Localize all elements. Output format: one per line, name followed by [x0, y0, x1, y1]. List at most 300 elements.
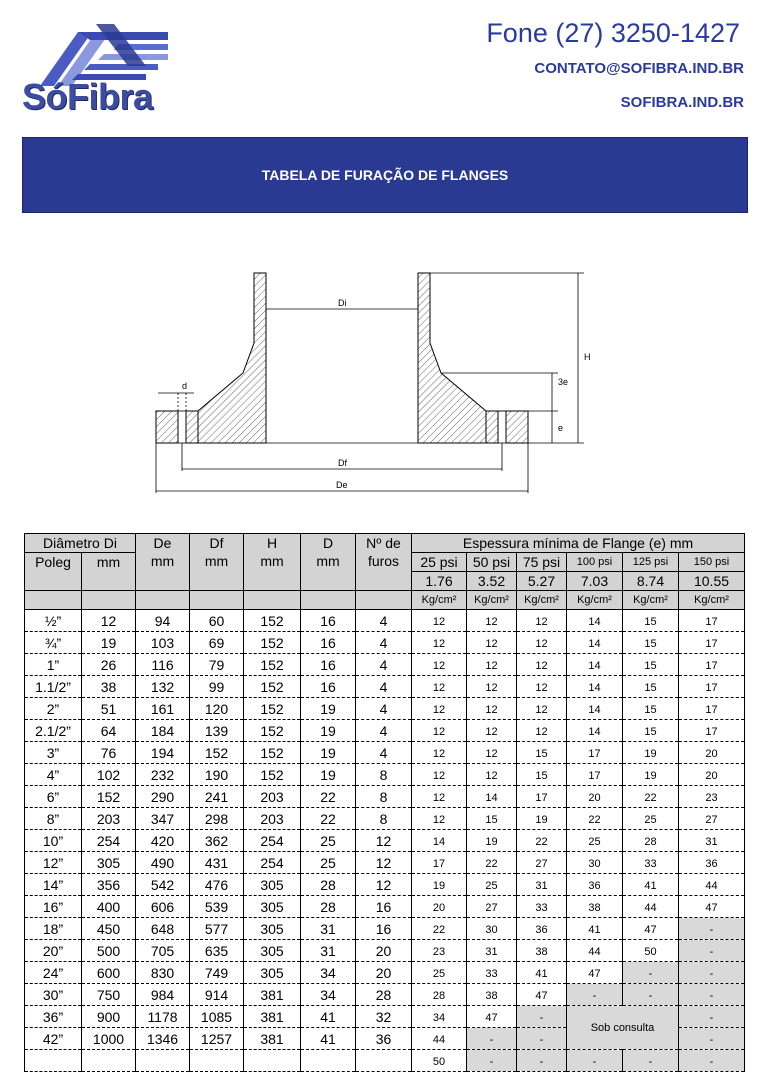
cell-de: 232: [136, 764, 190, 786]
cell-thickness: 17: [567, 742, 623, 764]
cell-thickness: -: [679, 1050, 745, 1072]
cell-thickness: 14: [567, 676, 623, 698]
cell-thickness: -: [517, 1006, 567, 1028]
cell-di: 305: [82, 852, 136, 874]
header-poleg: Poleg: [25, 553, 82, 591]
cell-f: 4: [356, 698, 412, 720]
header-kgf: 3.52: [467, 572, 517, 591]
header-blank: [356, 591, 412, 610]
cell-f: 8: [356, 786, 412, 808]
cell-di: 38: [82, 676, 136, 698]
cell-thickness: 15: [467, 808, 517, 830]
table-row: [25, 896, 745, 918]
cell-de: 1178: [136, 1006, 190, 1028]
table-body: [25, 610, 745, 1072]
header-unit: Kg/cm²: [623, 591, 679, 610]
header-kgf: 1.76: [412, 572, 467, 591]
cell-de: 194: [136, 742, 190, 764]
brand-name: SóFibra: [22, 76, 153, 117]
cell-d: 25: [301, 852, 356, 874]
cell-h: 152: [244, 698, 301, 720]
header-kgf: 10.55: [679, 572, 745, 591]
cell-df: 79: [190, 654, 244, 676]
cell-thickness: -: [679, 1006, 745, 1028]
cell-h: 305: [244, 940, 301, 962]
cell-di: 750: [82, 984, 136, 1006]
cell-thickness: 25: [412, 962, 467, 984]
cell-sob-consulta: Sob consulta: [567, 1006, 679, 1050]
cell-f: 4: [356, 610, 412, 632]
table-row: [25, 610, 745, 632]
cell-thickness: 14: [567, 654, 623, 676]
cell-thickness: 12: [412, 764, 467, 786]
cell-f: [356, 1050, 412, 1072]
cell-df: 99: [190, 676, 244, 698]
cell-f: 4: [356, 632, 412, 654]
cell-thickness: 33: [467, 962, 517, 984]
cell-df: 69: [190, 632, 244, 654]
cell-thickness: 20: [679, 742, 745, 764]
cell-d: 34: [301, 962, 356, 984]
cell-di: 400: [82, 896, 136, 918]
cell-df: 298: [190, 808, 244, 830]
header-unit: Kg/cm²: [517, 591, 567, 610]
contact-email[interactable]: CONTATO@SOFIBRA.IND.BR: [534, 60, 744, 77]
cell-di: 76: [82, 742, 136, 764]
header-unit: Kg/cm²: [467, 591, 517, 610]
cell-thickness: 14: [567, 632, 623, 654]
cell-d: 28: [301, 896, 356, 918]
table-row: [25, 918, 745, 940]
cell-pol: ¾”: [25, 632, 82, 654]
cell-thickness: 17: [679, 720, 745, 742]
cell-h: [244, 1050, 301, 1072]
cell-thickness: 19: [467, 830, 517, 852]
cell-pol: 20”: [25, 940, 82, 962]
table-row: [25, 1050, 745, 1072]
cell-di: 500: [82, 940, 136, 962]
cell-thickness: 28: [412, 984, 467, 1006]
table-row: [25, 786, 745, 808]
cell-di: 900: [82, 1006, 136, 1028]
cell-thickness: -: [517, 1050, 567, 1072]
cell-df: 362: [190, 830, 244, 852]
cell-pol: 14”: [25, 874, 82, 896]
cell-de: 1346: [136, 1028, 190, 1050]
cell-df: 914: [190, 984, 244, 1006]
cell-thickness: 47: [623, 918, 679, 940]
header-blank: [82, 591, 136, 610]
cell-thickness: 44: [623, 896, 679, 918]
cell-d: 16: [301, 654, 356, 676]
cell-thickness: 15: [517, 742, 567, 764]
header-psi: 25 psi: [412, 553, 467, 572]
cell-de: 490: [136, 852, 190, 874]
header-furos: Nº de furos: [356, 534, 412, 591]
header-psi: 150 psi: [679, 553, 745, 572]
cell-thickness: 12: [467, 764, 517, 786]
cell-thickness: 50: [623, 940, 679, 962]
cell-f: 4: [356, 742, 412, 764]
cell-thickness: 12: [467, 676, 517, 698]
cell-h: 152: [244, 742, 301, 764]
cell-thickness: 17: [679, 676, 745, 698]
cell-pol: 1.1/2”: [25, 676, 82, 698]
cell-df: [190, 1050, 244, 1072]
cell-h: 305: [244, 874, 301, 896]
cell-thickness: 17: [412, 852, 467, 874]
cell-thickness: 12: [412, 698, 467, 720]
cell-thickness: 19: [412, 874, 467, 896]
cell-thickness: 15: [623, 632, 679, 654]
cell-d: 19: [301, 764, 356, 786]
cell-pol: 6”: [25, 786, 82, 808]
cell-thickness: 30: [467, 918, 517, 940]
cell-thickness: 17: [679, 654, 745, 676]
cell-thickness: 15: [623, 654, 679, 676]
cell-thickness: 44: [679, 874, 745, 896]
cell-thickness: 17: [679, 632, 745, 654]
cell-thickness: 31: [467, 940, 517, 962]
label-df: Df: [338, 458, 347, 468]
cell-d: 19: [301, 720, 356, 742]
cell-de: 830: [136, 962, 190, 984]
cell-thickness: 38: [517, 940, 567, 962]
cell-h: 152: [244, 632, 301, 654]
label-di: Di: [338, 298, 347, 308]
cell-f: 4: [356, 654, 412, 676]
cell-thickness: -: [467, 1028, 517, 1050]
cell-di: 12: [82, 610, 136, 632]
cell-d: 22: [301, 786, 356, 808]
cell-pol: 24”: [25, 962, 82, 984]
cell-f: 12: [356, 874, 412, 896]
cell-df: 1257: [190, 1028, 244, 1050]
cell-pol: 10”: [25, 830, 82, 852]
cell-df: 539: [190, 896, 244, 918]
cell-h: 152: [244, 720, 301, 742]
cell-thickness: 15: [623, 698, 679, 720]
cell-thickness: 15: [623, 720, 679, 742]
cell-df: 139: [190, 720, 244, 742]
cell-f: 20: [356, 940, 412, 962]
cell-de: 984: [136, 984, 190, 1006]
cell-thickness: 22: [517, 830, 567, 852]
table-row: [25, 632, 745, 654]
table-row: [25, 830, 745, 852]
cell-di: 152: [82, 786, 136, 808]
cell-thickness: 25: [623, 808, 679, 830]
cell-thickness: 12: [517, 676, 567, 698]
cell-thickness: 27: [467, 896, 517, 918]
cell-thickness: 14: [467, 786, 517, 808]
cell-thickness: 20: [679, 764, 745, 786]
header-psi: 100 psi: [567, 553, 623, 572]
cell-h: 305: [244, 918, 301, 940]
cell-thickness: 31: [517, 874, 567, 896]
header-mm: mm: [82, 553, 136, 591]
cell-f: 20: [356, 962, 412, 984]
cell-thickness: 44: [567, 940, 623, 962]
header-h: H mm: [244, 534, 301, 591]
cell-thickness: 20: [567, 786, 623, 808]
cell-thickness: 22: [623, 786, 679, 808]
cell-thickness: 14: [567, 698, 623, 720]
cell-di: 254: [82, 830, 136, 852]
cell-di: [82, 1050, 136, 1072]
cell-thickness: 47: [679, 896, 745, 918]
table-row: [25, 1006, 745, 1028]
cell-d: 22: [301, 808, 356, 830]
cell-d: 31: [301, 918, 356, 940]
table-row: [25, 654, 745, 676]
cell-h: 152: [244, 654, 301, 676]
cell-d: 34: [301, 984, 356, 1006]
table-row: [25, 676, 745, 698]
cell-thickness: -: [679, 984, 745, 1006]
header-kgf: 8.74: [623, 572, 679, 591]
cell-thickness: 27: [517, 852, 567, 874]
cell-h: 203: [244, 808, 301, 830]
cell-thickness: 17: [517, 786, 567, 808]
cell-de: 648: [136, 918, 190, 940]
cell-df: 476: [190, 874, 244, 896]
cell-f: 8: [356, 764, 412, 786]
website-link[interactable]: SOFIBRA.IND.BR: [620, 94, 744, 111]
cell-de: 116: [136, 654, 190, 676]
cell-di: 51: [82, 698, 136, 720]
cell-thickness: 12: [467, 654, 517, 676]
cell-d: 31: [301, 940, 356, 962]
cell-di: 1000: [82, 1028, 136, 1050]
cell-di: 203: [82, 808, 136, 830]
cell-d: 41: [301, 1006, 356, 1028]
header-kgf: 5.27: [517, 572, 567, 591]
cell-thickness: 23: [412, 940, 467, 962]
phone-number: Fone (27) 3250-1427: [486, 18, 740, 48]
cell-thickness: 34: [412, 1006, 467, 1028]
cell-thickness: 41: [517, 962, 567, 984]
cell-thickness: -: [623, 984, 679, 1006]
cell-thickness: 15: [623, 676, 679, 698]
page-title: TABELA DE FURAÇÃO DE FLANGES: [261, 167, 509, 183]
cell-thickness: 12: [412, 786, 467, 808]
cell-thickness: 17: [679, 698, 745, 720]
cell-thickness: 41: [623, 874, 679, 896]
cell-thickness: -: [623, 962, 679, 984]
cell-thickness: -: [567, 984, 623, 1006]
cell-thickness: 12: [412, 742, 467, 764]
cell-thickness: 12: [517, 610, 567, 632]
header-unit: Kg/cm²: [567, 591, 623, 610]
title-banner: [22, 137, 748, 213]
cell-de: 94: [136, 610, 190, 632]
table-row: [25, 852, 745, 874]
cell-thickness: 36: [517, 918, 567, 940]
cell-de: 132: [136, 676, 190, 698]
cell-h: 254: [244, 830, 301, 852]
cell-di: 64: [82, 720, 136, 742]
header-d: D mm: [301, 534, 356, 591]
cell-pol: [25, 1050, 82, 1072]
cell-f: 8: [356, 808, 412, 830]
cell-thickness: -: [679, 918, 745, 940]
table-row: [25, 720, 745, 742]
cell-pol: 36”: [25, 1006, 82, 1028]
cell-d: 28: [301, 874, 356, 896]
cell-de: 420: [136, 830, 190, 852]
cell-d: 16: [301, 610, 356, 632]
cell-df: 1085: [190, 1006, 244, 1028]
table-row: [25, 764, 745, 786]
cell-df: 577: [190, 918, 244, 940]
flange-drawing: [148, 265, 608, 510]
cell-h: 381: [244, 1028, 301, 1050]
cell-thickness: 14: [567, 610, 623, 632]
cell-thickness: 33: [623, 852, 679, 874]
cell-f: 36: [356, 1028, 412, 1050]
table-row: [25, 698, 745, 720]
cell-thickness: 15: [623, 610, 679, 632]
cell-thickness: 36: [567, 874, 623, 896]
cell-f: 16: [356, 918, 412, 940]
header-blank: [25, 591, 82, 610]
cell-pol: 18”: [25, 918, 82, 940]
header-blank: [244, 591, 301, 610]
table-row: [25, 874, 745, 896]
cell-h: 152: [244, 676, 301, 698]
cell-thickness: 28: [623, 830, 679, 852]
cell-d: [301, 1050, 356, 1072]
cell-thickness: 47: [517, 984, 567, 1006]
header-psi: 50 psi: [467, 553, 517, 572]
cell-pol: 1”: [25, 654, 82, 676]
cell-de: 103: [136, 632, 190, 654]
cell-pol: 2”: [25, 698, 82, 720]
cell-thickness: 17: [567, 764, 623, 786]
cell-thickness: 17: [679, 610, 745, 632]
cell-thickness: 47: [567, 962, 623, 984]
cell-thickness: 25: [567, 830, 623, 852]
cell-de: 161: [136, 698, 190, 720]
cell-d: 19: [301, 698, 356, 720]
cell-df: 431: [190, 852, 244, 874]
cell-pol: 12”: [25, 852, 82, 874]
header-kgf: 7.03: [567, 572, 623, 591]
cell-thickness: 12: [467, 610, 517, 632]
cell-thickness: 12: [412, 676, 467, 698]
cell-pol: 16”: [25, 896, 82, 918]
cell-d: 25: [301, 830, 356, 852]
cell-df: 635: [190, 940, 244, 962]
cell-d: 16: [301, 676, 356, 698]
cell-f: 32: [356, 1006, 412, 1028]
label-d: d: [182, 381, 188, 391]
cell-f: 4: [356, 676, 412, 698]
cell-thickness: 50: [412, 1050, 467, 1072]
cell-h: 152: [244, 764, 301, 786]
cell-thickness: -: [679, 940, 745, 962]
cell-df: 190: [190, 764, 244, 786]
cell-thickness: -: [679, 1028, 745, 1050]
header-blank: [190, 591, 244, 610]
cell-pol: 2.1/2”: [25, 720, 82, 742]
cell-thickness: 12: [412, 610, 467, 632]
cell-pol: ½”: [25, 610, 82, 632]
cell-f: 16: [356, 896, 412, 918]
cell-pol: 3”: [25, 742, 82, 764]
cell-thickness: 19: [623, 764, 679, 786]
cell-di: 356: [82, 874, 136, 896]
cell-thickness: 12: [517, 654, 567, 676]
header-unit: Kg/cm²: [412, 591, 467, 610]
cell-h: 305: [244, 962, 301, 984]
cell-thickness: -: [517, 1028, 567, 1050]
cell-de: 290: [136, 786, 190, 808]
cell-thickness: 38: [467, 984, 517, 1006]
cell-thickness: 12: [517, 632, 567, 654]
cell-thickness: 31: [679, 830, 745, 852]
cell-di: 102: [82, 764, 136, 786]
cell-pol: 8”: [25, 808, 82, 830]
cell-f: 4: [356, 720, 412, 742]
cell-de: [136, 1050, 190, 1072]
header-unit: Kg/cm²: [679, 591, 745, 610]
cell-thickness: 12: [412, 654, 467, 676]
cell-pol: 4”: [25, 764, 82, 786]
cell-df: 60: [190, 610, 244, 632]
cell-thickness: 33: [517, 896, 567, 918]
label-3e: 3e: [558, 377, 569, 387]
cell-thickness: 30: [567, 852, 623, 874]
cell-thickness: 12: [412, 808, 467, 830]
cell-h: 152: [244, 610, 301, 632]
cell-h: 381: [244, 1006, 301, 1028]
cell-thickness: 15: [517, 764, 567, 786]
cell-thickness: 19: [623, 742, 679, 764]
cell-d: 16: [301, 632, 356, 654]
cell-thickness: 12: [467, 742, 517, 764]
cell-f: 12: [356, 830, 412, 852]
cell-thickness: 23: [679, 786, 745, 808]
cell-thickness: 22: [467, 852, 517, 874]
header-psi: 125 psi: [623, 553, 679, 572]
cell-thickness: -: [623, 1050, 679, 1072]
cell-thickness: 12: [412, 720, 467, 742]
flange-table: [24, 533, 745, 1072]
cell-de: 705: [136, 940, 190, 962]
label-h: H: [584, 352, 591, 362]
cell-df: 749: [190, 962, 244, 984]
table-row: [25, 984, 745, 1006]
cell-thickness: 20: [412, 896, 467, 918]
cell-thickness: 14: [567, 720, 623, 742]
cell-thickness: 12: [517, 698, 567, 720]
header-blank: [136, 591, 190, 610]
cell-thickness: -: [467, 1050, 517, 1072]
cell-h: 254: [244, 852, 301, 874]
cell-di: 26: [82, 654, 136, 676]
cell-f: 12: [356, 852, 412, 874]
cell-d: 41: [301, 1028, 356, 1050]
header-psi: 75 psi: [517, 553, 567, 572]
cell-h: 381: [244, 984, 301, 1006]
cell-thickness: 44: [412, 1028, 467, 1050]
cell-thickness: 36: [679, 852, 745, 874]
cell-thickness: 27: [679, 808, 745, 830]
cell-thickness: -: [679, 962, 745, 984]
cell-de: 347: [136, 808, 190, 830]
